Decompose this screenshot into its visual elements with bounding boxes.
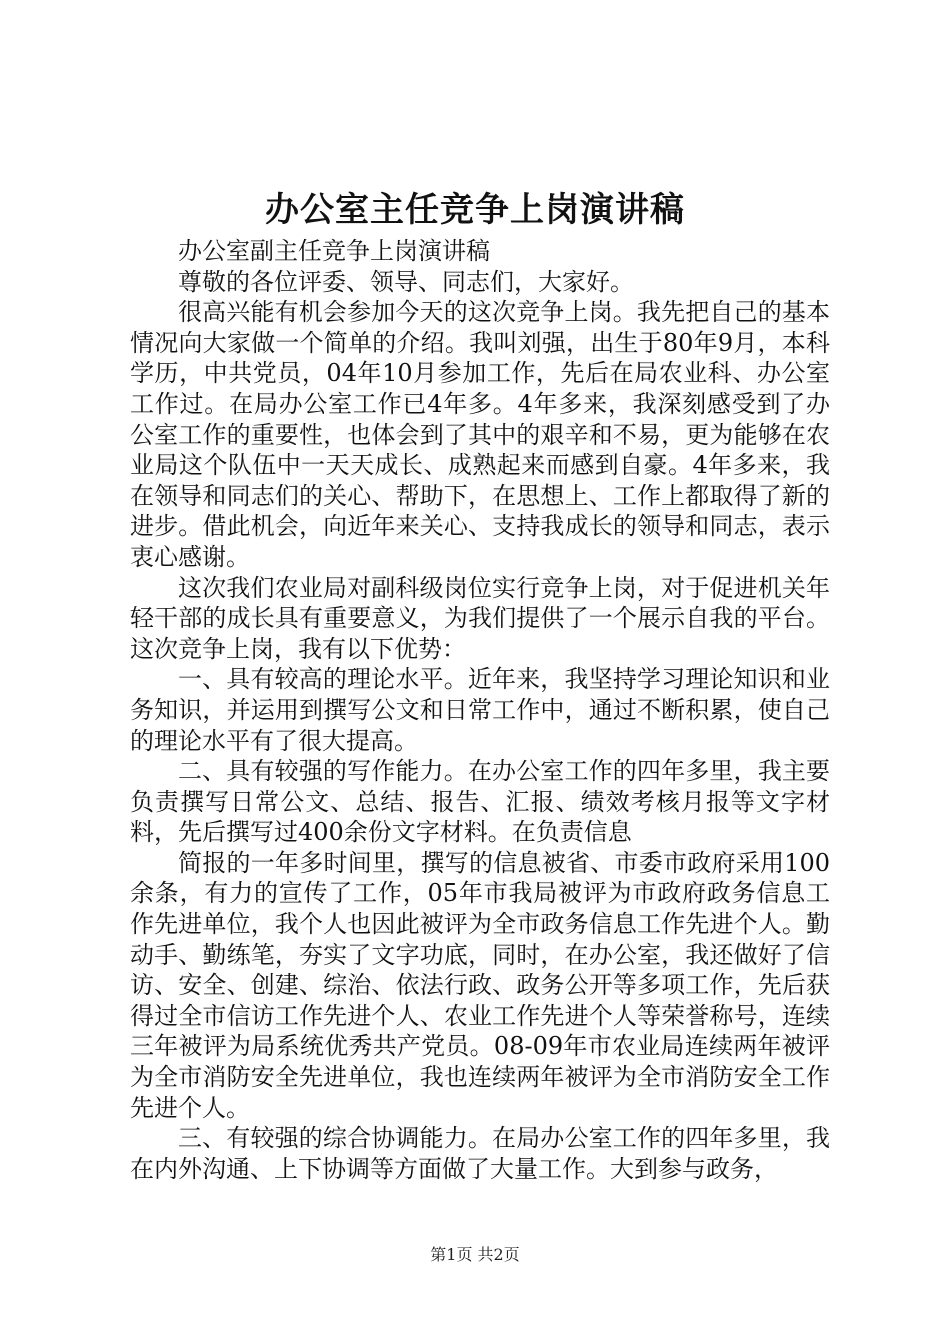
paragraph-introduction: 很高兴能有机会参加今天的这次竞争上岗。我先把自己的基本情况向大家做一个简单的介绍。我叫刘强，出生于80年9月，本科学历，中共党员，04年10月参加工作，先后在局农业科、办公室工作过。在局办公室工作已4年多。4年多来，我深刻感受到了办公室工作的重要性，也体会到了其中的艰辛和不易，更为能够在农业局这个队伍中一天天成长、成熟起来而感到自豪。4年多来，我在领导和同志们的关心、帮助下，在思想上、工作上都取得了新的进步。借此机会，向近年来关心、支持我成长的领导和同志，表示衷心感谢。 — [130, 298, 830, 571]
document-title: 办公室主任竞争上岗演讲稿 — [265, 190, 685, 230]
page-number-footer: 第1页 共2页 — [430, 1245, 520, 1264]
paragraph-advantages-intro: 这次我们农业局对副科级岗位实行竞争上岗，对于促进机关年轻干部的成长具有重要意义，为我们提供了一个展示自我的平台。这次竞争上岗，我有以下优势： — [130, 573, 830, 663]
paragraph-greeting: 尊敬的各位评委、领导、同志们，大家好。 — [178, 267, 634, 296]
paragraph-subtitle: 办公室副主任竞争上岗演讲稿 — [178, 237, 490, 265]
paragraph-advantage-three: 三、有较强的综合协调能力。在局办公室工作的四年多里，我在内外沟通、上下协调等方面做了大量工作。大到参与政务， — [130, 1124, 830, 1183]
document-body — [130, 236, 830, 1184]
paragraph-advantage-one: 一、具有较高的理论水平。近年来，我坚持学习理论知识和业务知识，并运用到撰写公文和日常工作中，通过不断积累，使自己的理论水平有了很大提高。 — [130, 665, 830, 755]
paragraph-advantage-two: 二、具有较强的写作能力。在办公室工作的四年多里，我主要负责撰写日常公文、总结、报告、汇报、绩效考核月报等文字材料，先后撰写过400余份文字材料。在负责信息 — [130, 757, 830, 847]
paragraph-advantage-two-continued: 简报的一年多时间里，撰写的信息被省、市委市政府采用100余条，有力的宣传了工作，05年市我局被评为市政府政务信息工作先进单位，我个人也因此被评为全市政务信息工作先进个人。勤动手、勤练笔，夯实了文字功底，同时，在办公室，我还做好了信访、安全、创建、综治、依法行政、政务公开等多项工作，先后获得过全市信访工作先进个人、农业工作先进个人等荣誉称号，连续三年被评为局系统优秀共产党员。08-09年市农业局连续两年被评为全市消防安全先进单位，我也连续两年被评为全市消防安全工作先进个人。 — [130, 848, 830, 1122]
